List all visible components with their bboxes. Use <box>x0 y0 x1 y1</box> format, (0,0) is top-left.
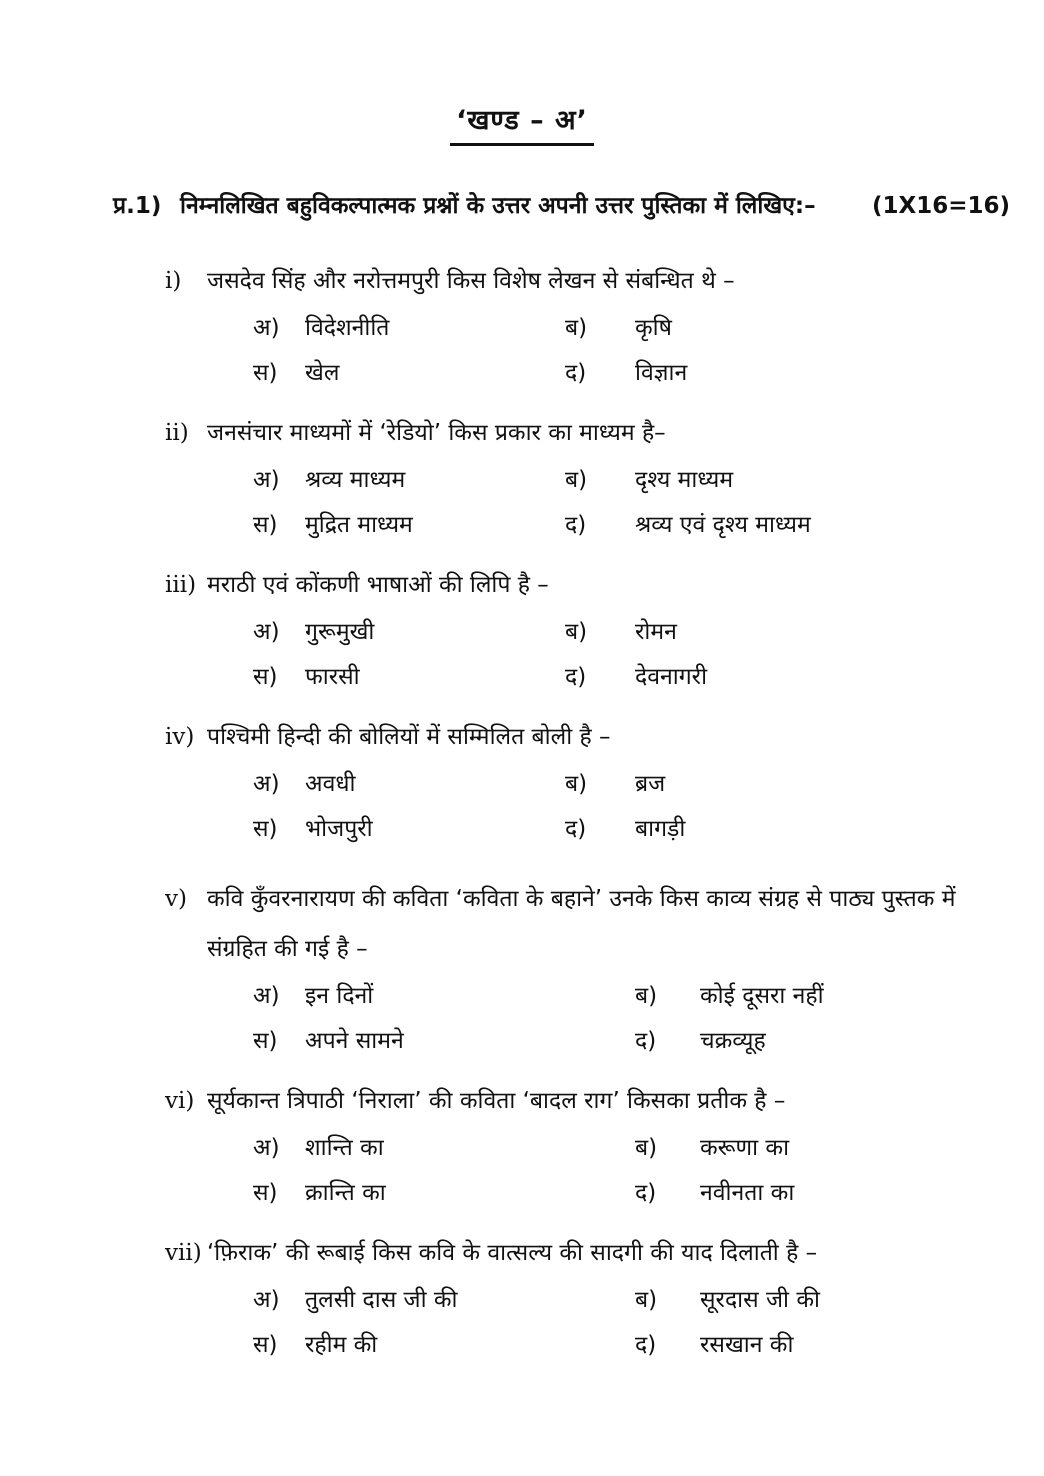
question-iv-line <box>165 712 984 762</box>
option-text: नवीनता का <box>700 1180 795 1206</box>
question-iv <box>165 712 984 852</box>
option-text: तुलसी दास जी की <box>305 1287 458 1313</box>
question-v-line <box>165 874 984 974</box>
question-i <box>165 256 984 396</box>
question-iv-number: iv) <box>165 724 195 750</box>
option-text: दृश्य माध्यम <box>635 467 734 493</box>
question-ii-options <box>253 458 984 548</box>
option-label: ब) <box>565 315 588 341</box>
option-text: क्रान्ति का <box>305 1180 386 1206</box>
question-ii-number: ii) <box>165 420 189 446</box>
option-text: करूणा का <box>700 1135 790 1161</box>
option-label: स) <box>253 816 278 842</box>
option-text: रसखान की <box>700 1332 794 1358</box>
option-label: स) <box>253 1332 278 1358</box>
option-label: ब) <box>635 983 658 1009</box>
question-vii-line <box>165 1228 984 1278</box>
option-label: अ) <box>253 467 280 493</box>
option-label: अ) <box>253 983 280 1009</box>
option-label: ब) <box>635 1287 658 1313</box>
question-iii-options <box>253 610 984 700</box>
main-question-heading <box>113 188 1010 220</box>
option-text: कृषि <box>635 315 672 341</box>
option-text: विज्ञान <box>635 360 688 386</box>
option-text: अवधी <box>305 771 356 797</box>
option-label: अ) <box>253 315 280 341</box>
option-text: देवनागरी <box>635 664 708 690</box>
option-label: स) <box>253 664 278 690</box>
question-i-text: जसदेव सिंह और नरोत्तमपुरी किस विशेष लेखन से संबन्धित थे – <box>207 268 735 294</box>
option-label: ब) <box>565 771 588 797</box>
option-label: अ) <box>253 619 280 645</box>
question-vii-number: vii) <box>165 1240 202 1266</box>
option-label: अ) <box>253 1287 280 1313</box>
option-text: शान्ति का <box>305 1135 384 1161</box>
question-v <box>165 874 984 1064</box>
option-label: द) <box>565 360 587 386</box>
option-text: सूरदास जी की <box>700 1287 820 1313</box>
option-text: श्रव्य एवं दृश्य माध्यम <box>635 512 811 538</box>
question-vii-options <box>253 1278 984 1368</box>
question-vi-number: vi) <box>165 1088 195 1114</box>
option-text: अपने सामने <box>305 1028 404 1054</box>
question-vi-options <box>253 1126 984 1216</box>
question-i-number: i) <box>165 268 182 294</box>
option-text: रहीम की <box>305 1332 378 1358</box>
option-text: मुद्रित माध्यम <box>305 512 413 538</box>
option-label: ब) <box>565 619 588 645</box>
option-label: द) <box>565 664 587 690</box>
question-ii-line <box>165 408 984 458</box>
question-v-text: कवि कुँवरनारायण की कविता ‘कविता के बहाने’ उनके किस काव्य संग्रह से पाठ्य पुस्तक में संग्रहित की गई है – <box>207 886 956 962</box>
question-vi <box>165 1076 984 1216</box>
option-label: द) <box>635 1180 657 1206</box>
question-ii-text: जनसंचार माध्यमों में ‘रेडियो’ किस प्रकार का माध्यम है– <box>207 420 666 446</box>
option-label: अ) <box>253 771 280 797</box>
question-iii <box>165 560 984 700</box>
section-title-wrap <box>0 100 1044 146</box>
question-vi-line <box>165 1076 984 1126</box>
option-label: ब) <box>635 1135 658 1161</box>
question-v-number: v) <box>165 886 187 912</box>
option-text: भोजपुरी <box>305 816 373 842</box>
option-text: रोमन <box>635 619 677 645</box>
question-iv-text: पश्चिमी हिन्दी की बोलियों में सम्मिलित बोली है – <box>207 724 611 750</box>
option-label: स) <box>253 1180 278 1206</box>
option-text: ब्रज <box>635 771 666 797</box>
option-label: स) <box>253 512 278 538</box>
option-text: श्रव्य माध्यम <box>305 467 406 493</box>
question-v-options <box>253 974 984 1064</box>
option-label: द) <box>635 1028 657 1054</box>
option-label: स) <box>253 1028 278 1054</box>
option-text: गुरूमुखी <box>305 619 375 645</box>
main-question-text: निम्नलिखित बहुविकल्पात्मक प्रश्नों के उत्तर अपनी उत्तर पुस्तिका में लिखिए:– <box>180 193 816 219</box>
option-text: फारसी <box>305 664 360 690</box>
option-label: द) <box>565 816 587 842</box>
main-question-marks: (1X16=16) <box>871 193 1010 219</box>
section-title: ‘खण्ड – अ’ <box>450 100 594 146</box>
question-vii-text: ‘फ़िराक’ की रूबाई किस कवि के वात्सल्य की सादगी की याद दिलाती है – <box>207 1240 818 1266</box>
option-text: इन दिनों <box>305 983 374 1009</box>
question-iii-number: iii) <box>165 572 197 598</box>
option-label: द) <box>635 1332 657 1358</box>
question-vii <box>165 1228 984 1368</box>
option-label: अ) <box>253 1135 280 1161</box>
main-question-number: प्र.1) <box>113 193 162 219</box>
question-ii <box>165 408 984 548</box>
question-i-line <box>165 256 984 306</box>
option-text: बागड़ी <box>635 816 686 842</box>
question-iii-line <box>165 560 984 610</box>
option-label: स) <box>253 360 278 386</box>
option-label: ब) <box>565 467 588 493</box>
option-label: द) <box>565 512 587 538</box>
question-vi-text: सूर्यकान्त त्रिपाठी ‘निराला’ की कविता ‘बादल राग’ किसका प्रतीक है – <box>207 1088 786 1114</box>
question-iv-options <box>253 762 984 852</box>
option-text: चक्रव्यूह <box>700 1028 766 1054</box>
question-i-options <box>253 306 984 396</box>
question-iii-text: मराठी एवं कोंकणी भाषाओं की लिपि है – <box>207 572 549 598</box>
option-text: विदेशनीति <box>305 315 390 341</box>
option-text: खेल <box>305 360 340 386</box>
option-text: कोई दूसरा नहीं <box>700 983 824 1009</box>
